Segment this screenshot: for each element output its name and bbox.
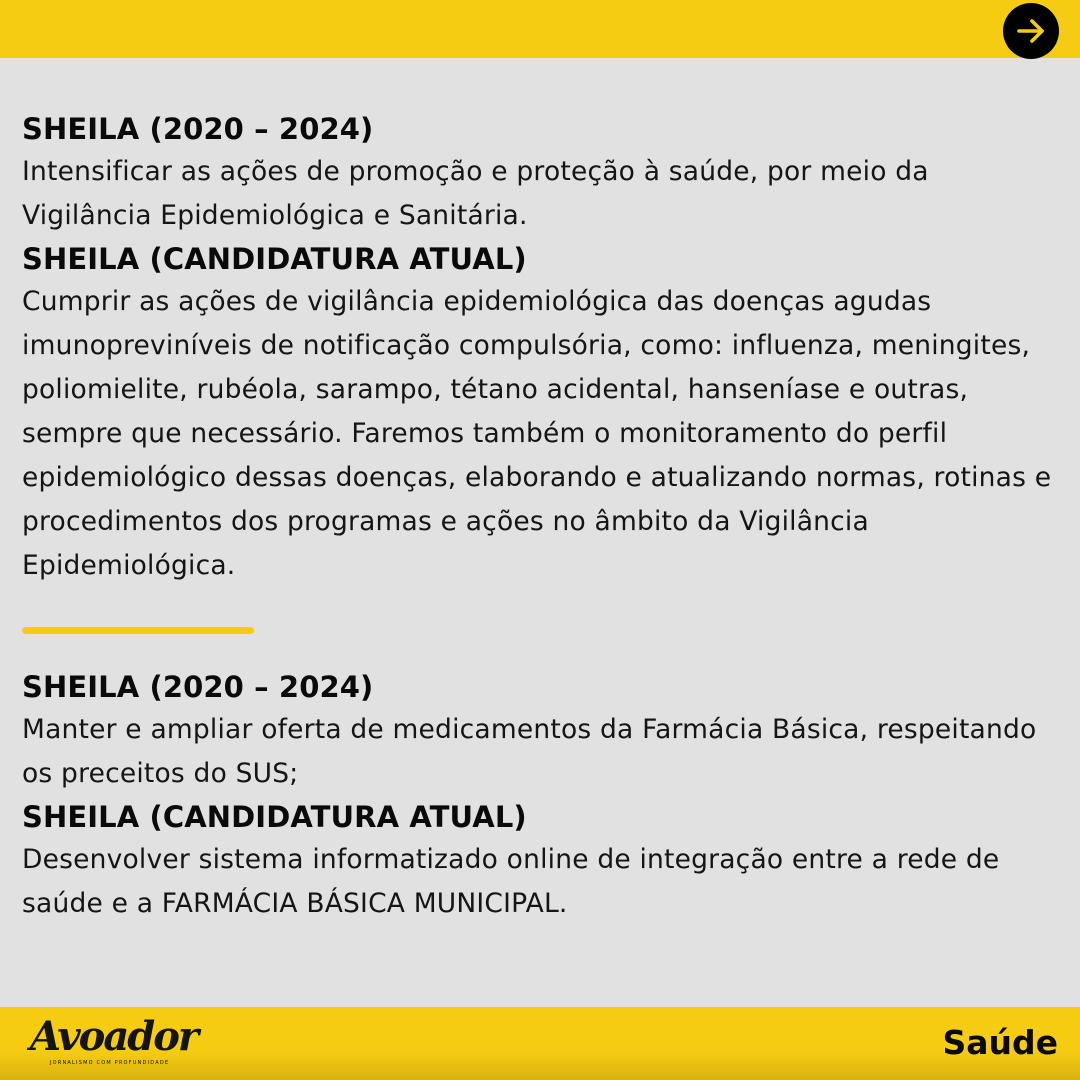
block-4-title: SHEILA (CANDIDATURA ATUAL) xyxy=(22,800,527,834)
arrow-right-icon xyxy=(1014,14,1048,48)
logo-tagline: JORNALISMO COM PROFUNDIDADE xyxy=(50,1060,170,1066)
content xyxy=(22,108,1062,926)
next-button[interactable] xyxy=(1003,3,1059,59)
bottom-bar xyxy=(0,1007,1080,1080)
block-3-title: SHEILA (2020 – 2024) xyxy=(22,670,374,704)
block-2-title: SHEILA (CANDIDATURA ATUAL) xyxy=(22,242,527,276)
block-1-title: SHEILA (2020 – 2024) xyxy=(22,112,374,146)
block-4-text: Desenvolver sistema informatizado online de integração entre a rede de saúde e a FARMÁCIA BÁSICA MUNICIPAL. xyxy=(22,844,1000,919)
top-bar xyxy=(0,0,1080,58)
logo-wordmark: Avoador xyxy=(30,1013,197,1060)
block-2-text: Cumprir as ações de vigilância epidemiológica das doenças agudas imunopreviníveis de notificação compulsória, como: influenza, meningites, poliomielite, rubéola, sarampo, tétano acidental, hanseníase e outras, sempre que necessário. Faremos também o monitoramento do perfil epidemiológico dessas doenças, elaborando e atualizando normas, rotinas e procedimentos dos programas e ações no âmbito da Vigilância Epidemiológica. xyxy=(22,286,1052,581)
block-1-text: Intensificar as ações de promoção e proteção à saúde, por meio da Vigilância Epidemiológica e Sanitária. xyxy=(22,156,929,231)
section-label: Saúde xyxy=(942,1023,1058,1062)
block-3-text: Manter e ampliar oferta de medicamentos da Farmácia Básica, respeitando os preceitos do SUS; xyxy=(22,714,1037,789)
section-divider xyxy=(22,627,254,634)
avoador-logo[interactable] xyxy=(30,1013,197,1075)
